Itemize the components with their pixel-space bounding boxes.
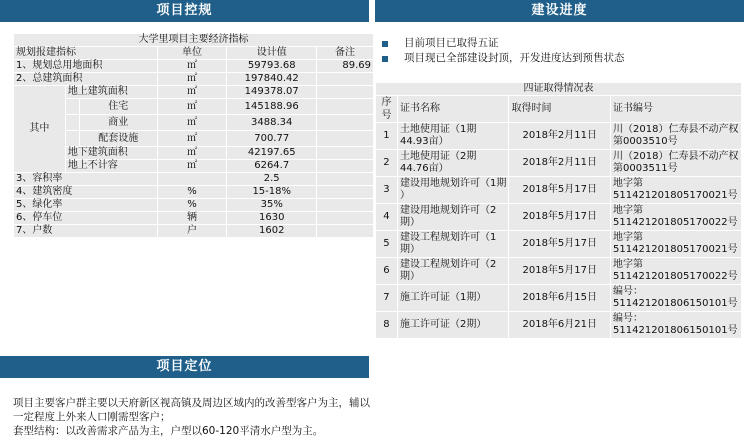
square-bullet-icon <box>382 56 388 62</box>
econ-item: 2、总建筑面积 <box>14 73 158 86</box>
positioning-text <box>13 396 373 438</box>
econ-value: 1630 <box>227 212 317 225</box>
cert-header-name: 证书名称 <box>397 96 509 123</box>
cert-code: 地字第511421201805170021号 <box>611 231 742 258</box>
cert-time: 2018年6月15日 <box>509 285 611 312</box>
econ-unit <box>157 173 227 186</box>
econ-item: 5、绿化率 <box>14 199 158 212</box>
econ-header-value: 设计值 <box>227 47 317 60</box>
econ-unit: % <box>157 199 227 212</box>
cert-time: 2018年6月21日 <box>509 312 611 339</box>
progress-bullet-text: 项目现已全部建设封顶，开发进度达到预售状态 <box>404 52 625 64</box>
progress-bullet <box>382 36 625 51</box>
cert-time: 2018年5月17日 <box>509 177 611 204</box>
econ-value: 59793.68 <box>227 60 317 73</box>
table-row <box>14 160 374 173</box>
cert-time: 2018年5月17日 <box>509 204 611 231</box>
cert-no: 4 <box>376 204 398 231</box>
cert-name: 建设工程规划许可（1期） <box>397 231 509 258</box>
econ-header-note: 备注 <box>317 47 374 60</box>
cert-no: 1 <box>376 123 398 150</box>
banner-project-control: 项目控规 <box>0 0 369 22</box>
econ-table-title: 大学里项目主要经济指标 <box>14 34 374 47</box>
econ-unit: ㎡ <box>157 160 227 173</box>
econ-item: 4、建筑密度 <box>14 186 158 199</box>
cert-name: 施工许可证（1期） <box>397 285 509 312</box>
econ-item: 地上建筑面积 <box>65 86 157 99</box>
econ-item: 1、规划总用地面积 <box>14 60 158 73</box>
econ-item: 地下建筑面积 <box>65 147 157 160</box>
table-row <box>14 86 374 99</box>
econ-item: 7、户数 <box>14 225 158 238</box>
econ-item: 3、容积率 <box>14 173 158 186</box>
econ-item-vertical: 商业 <box>79 115 157 131</box>
econ-value: 35% <box>227 199 317 212</box>
econ-item: 6、停车位 <box>14 212 158 225</box>
econ-unit: 户 <box>157 225 227 238</box>
table-row <box>376 204 742 231</box>
table-row <box>376 285 742 312</box>
econ-unit: % <box>157 186 227 199</box>
progress-bullet <box>382 51 625 66</box>
econ-unit: ㎡ <box>157 147 227 160</box>
cert-code: 地字第511421201805170021号 <box>611 177 742 204</box>
cert-no: 6 <box>376 258 398 285</box>
cert-code: 编号：511421201806150101号 <box>611 285 742 312</box>
econ-unit: ㎡ <box>157 86 227 99</box>
econ-header-unit: 单位 <box>157 47 227 60</box>
cert-name: 建设用地规划许可（2期） <box>397 204 509 231</box>
cert-no: 7 <box>376 285 398 312</box>
econ-value: 3488.34 <box>227 115 317 131</box>
cert-no: 2 <box>376 150 398 177</box>
econ-header-item: 规划报建指标 <box>14 47 158 60</box>
econ-unit: ㎡ <box>157 115 227 131</box>
table-row <box>376 231 742 258</box>
econ-value: 145188.96 <box>227 99 317 115</box>
econ-item-vertical: 配套设施 <box>79 131 157 147</box>
cert-name: 施工许可证（2期） <box>397 312 509 339</box>
econ-value: 42197.65 <box>227 147 317 160</box>
cert-code: 编号：511421201806150101号 <box>611 312 742 339</box>
banner-project-positioning: 项目定位 <box>0 356 369 378</box>
econ-value: 197840.42 <box>227 73 317 86</box>
table-row <box>14 212 374 225</box>
cert-header-code: 证书编号 <box>611 96 742 123</box>
progress-bullet-text: 目前项目已取得五证 <box>404 37 499 49</box>
positioning-line: 套型结构：以改善需求产品为主，户型以60-120平清水户型为主。 <box>13 425 324 437</box>
econ-value: 6264.7 <box>227 160 317 173</box>
econ-unit: ㎡ <box>157 99 227 115</box>
table-row <box>14 73 374 86</box>
econ-item-vertical: 住宅 <box>79 99 157 115</box>
positioning-line: 项目主要客户群主要以天府新区视高镇及周边区域内的改善型客户为主，辅以一定程度上外来人口刚需型客户； <box>13 397 370 423</box>
table-row <box>376 258 742 285</box>
table-row <box>14 99 374 115</box>
econ-header-row <box>14 47 374 60</box>
econ-group-label: 其中 <box>14 86 66 173</box>
cert-name: 土地使用证（1期 44.93亩） <box>397 123 509 150</box>
table-row <box>376 312 742 339</box>
table-row <box>376 123 742 150</box>
econ-unit: 辆 <box>157 212 227 225</box>
table-row <box>14 147 374 160</box>
cert-code: 川（2018）仁寿县不动产权第0003510号 <box>611 123 742 150</box>
econ-value: 149378.07 <box>227 86 317 99</box>
table-row <box>376 177 742 204</box>
cert-time: 2018年2月11日 <box>509 123 611 150</box>
cert-time: 2018年5月17日 <box>509 231 611 258</box>
cert-no: 5 <box>376 231 398 258</box>
econ-value: 700.77 <box>227 131 317 147</box>
table-row <box>14 115 374 131</box>
cert-time: 2018年2月11日 <box>509 150 611 177</box>
cert-name: 建设用地规划许可（1期 ） <box>397 177 509 204</box>
cert-no: 8 <box>376 312 398 339</box>
banner-construction-progress: 建设进度 <box>375 0 744 22</box>
cert-header-no: 序号 <box>376 96 398 123</box>
econ-value: 1602 <box>227 225 317 238</box>
cert-no: 3 <box>376 177 398 204</box>
cert-code: 地字第511421201805170022号 <box>611 258 742 285</box>
table-row <box>14 199 374 212</box>
cert-name: 建设工程规划许可（2期） <box>397 258 509 285</box>
cert-table-title: 四证取得情况表 <box>376 83 742 96</box>
econ-unit: ㎡ <box>157 73 227 86</box>
econ-note: 89.69 <box>317 60 374 73</box>
table-row <box>14 60 374 73</box>
cert-header-row <box>376 96 742 123</box>
econ-unit: ㎡ <box>157 60 227 73</box>
economic-indicators-table <box>13 33 374 238</box>
table-row <box>14 186 374 199</box>
table-row <box>14 173 374 186</box>
square-bullet-icon <box>382 41 388 47</box>
cert-code: 川（2018）仁寿县不动产权第0003511号 <box>611 150 742 177</box>
cert-name: 土地使用证（2期 44.76亩） <box>397 150 509 177</box>
table-row <box>376 150 742 177</box>
cert-time: 2018年5月17日 <box>509 258 611 285</box>
table-row <box>14 131 374 147</box>
table-row <box>14 225 374 238</box>
econ-item: 地上不计容 <box>65 160 157 173</box>
econ-unit: ㎡ <box>157 131 227 147</box>
cert-header-time: 取得时间 <box>509 96 611 123</box>
econ-value: 15-18% <box>227 186 317 199</box>
cert-code: 地字第511421201805170022号 <box>611 204 742 231</box>
certificates-table <box>375 82 742 339</box>
progress-bullet-list <box>382 36 625 66</box>
econ-value: 2.5 <box>227 173 317 186</box>
